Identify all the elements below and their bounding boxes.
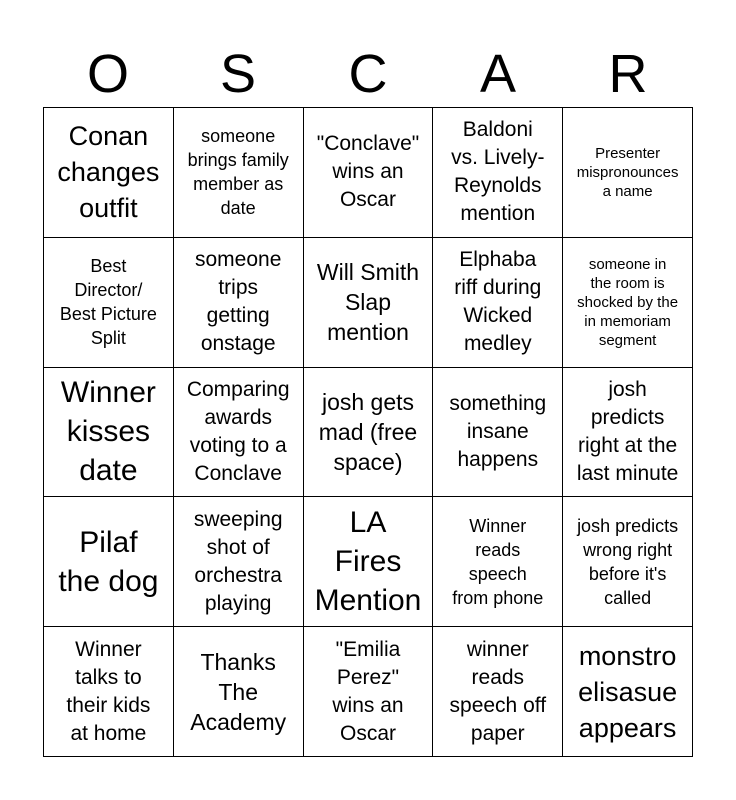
header-letter-o: O: [86, 44, 129, 104]
cell-text: Baldoni vs. Lively- Reynolds mention: [451, 118, 545, 226]
bingo-header: [43, 40, 693, 108]
bingo-cell-r1c5[interactable]: [563, 108, 693, 238]
cell-text: something insane happens: [449, 391, 547, 471]
bingo-cell-r3c5[interactable]: [563, 368, 693, 498]
header-letter-s: S: [219, 44, 257, 104]
cell-text: Conan changes outfit: [57, 121, 160, 224]
cell-text: LA Fires Mention: [314, 506, 422, 618]
bingo-cell-r5c1[interactable]: [44, 627, 174, 757]
header-letter-c: C: [348, 44, 388, 104]
cell-text: Winner reads speech from phone: [452, 515, 544, 608]
bingo-cell-r3c3[interactable]: [304, 368, 434, 498]
cell-text: someone in the room is shocked by the in memoriam segment: [577, 255, 679, 349]
bingo-cell-r3c2[interactable]: [174, 368, 304, 498]
bingo-cell-r1c2[interactable]: [174, 108, 304, 238]
cell-text: "Conclave" wins an Oscar: [316, 132, 420, 212]
bingo-cell-r4c4[interactable]: [433, 497, 563, 627]
cell-text: Thanks The Academy: [190, 648, 287, 735]
cell-text: Winner talks to their kids at home: [66, 637, 151, 745]
bingo-cell-r3c4[interactable]: [433, 368, 563, 498]
bingo-cell-r5c3[interactable]: [304, 627, 434, 757]
cell-text: winner reads speech off paper: [449, 637, 547, 745]
cell-text: Elphaba riff during Wicked medley: [454, 248, 542, 356]
cell-text: Will Smith Slap mention: [316, 259, 420, 346]
bingo-cell-r5c4[interactable]: [433, 627, 563, 757]
bingo-cell-r1c3[interactable]: [304, 108, 434, 238]
bingo-cell-r2c3[interactable]: [304, 238, 434, 368]
cell-text: someone brings family member as date: [187, 126, 289, 219]
bingo-cell-r4c5[interactable]: [563, 497, 693, 627]
bingo-cell-r4c3[interactable]: [304, 497, 434, 627]
cell-text: Comparing awards voting to a Conclave: [186, 377, 290, 485]
cell-text: Presenter mispronounces a name: [576, 144, 679, 200]
bingo-cell-r5c2[interactable]: [174, 627, 304, 757]
cell-text: Best Director/ Best Picture Split: [59, 256, 157, 349]
header-letter-a: A: [479, 44, 517, 104]
bingo-cell-r4c1[interactable]: [44, 497, 174, 627]
bingo-cell-r1c1[interactable]: [44, 108, 174, 238]
bingo-cell-r1c4[interactable]: [433, 108, 563, 238]
bingo-cell-r2c2[interactable]: [174, 238, 304, 368]
cell-text: josh gets mad (free space): [318, 388, 418, 475]
bingo-cell-r2c4[interactable]: [433, 238, 563, 368]
bingo-cell-r2c1[interactable]: [44, 238, 174, 368]
cell-text: someone trips getting onstage: [195, 248, 282, 356]
bingo-cell-r5c5[interactable]: [563, 627, 693, 757]
cell-text: Winner kisses date: [60, 376, 156, 488]
cell-text: josh predicts right at the last minute: [576, 377, 679, 485]
cell-text: josh predicts wrong right before it's called: [577, 515, 679, 608]
bingo-cell-r2c5[interactable]: [563, 238, 693, 368]
cell-text: "Emilia Perez" wins an Oscar: [332, 637, 404, 745]
bingo-cell-r3c1[interactable]: [44, 368, 174, 498]
cell-text: Pilaf the dog: [58, 525, 159, 598]
header-letter-r: R: [608, 44, 648, 104]
cell-text: sweeping shot of orchestra playing: [193, 507, 283, 615]
cell-text: monstro elisasue appears: [578, 640, 678, 743]
bingo-cell-r4c2[interactable]: [174, 497, 304, 627]
bingo-grid: [43, 107, 693, 757]
